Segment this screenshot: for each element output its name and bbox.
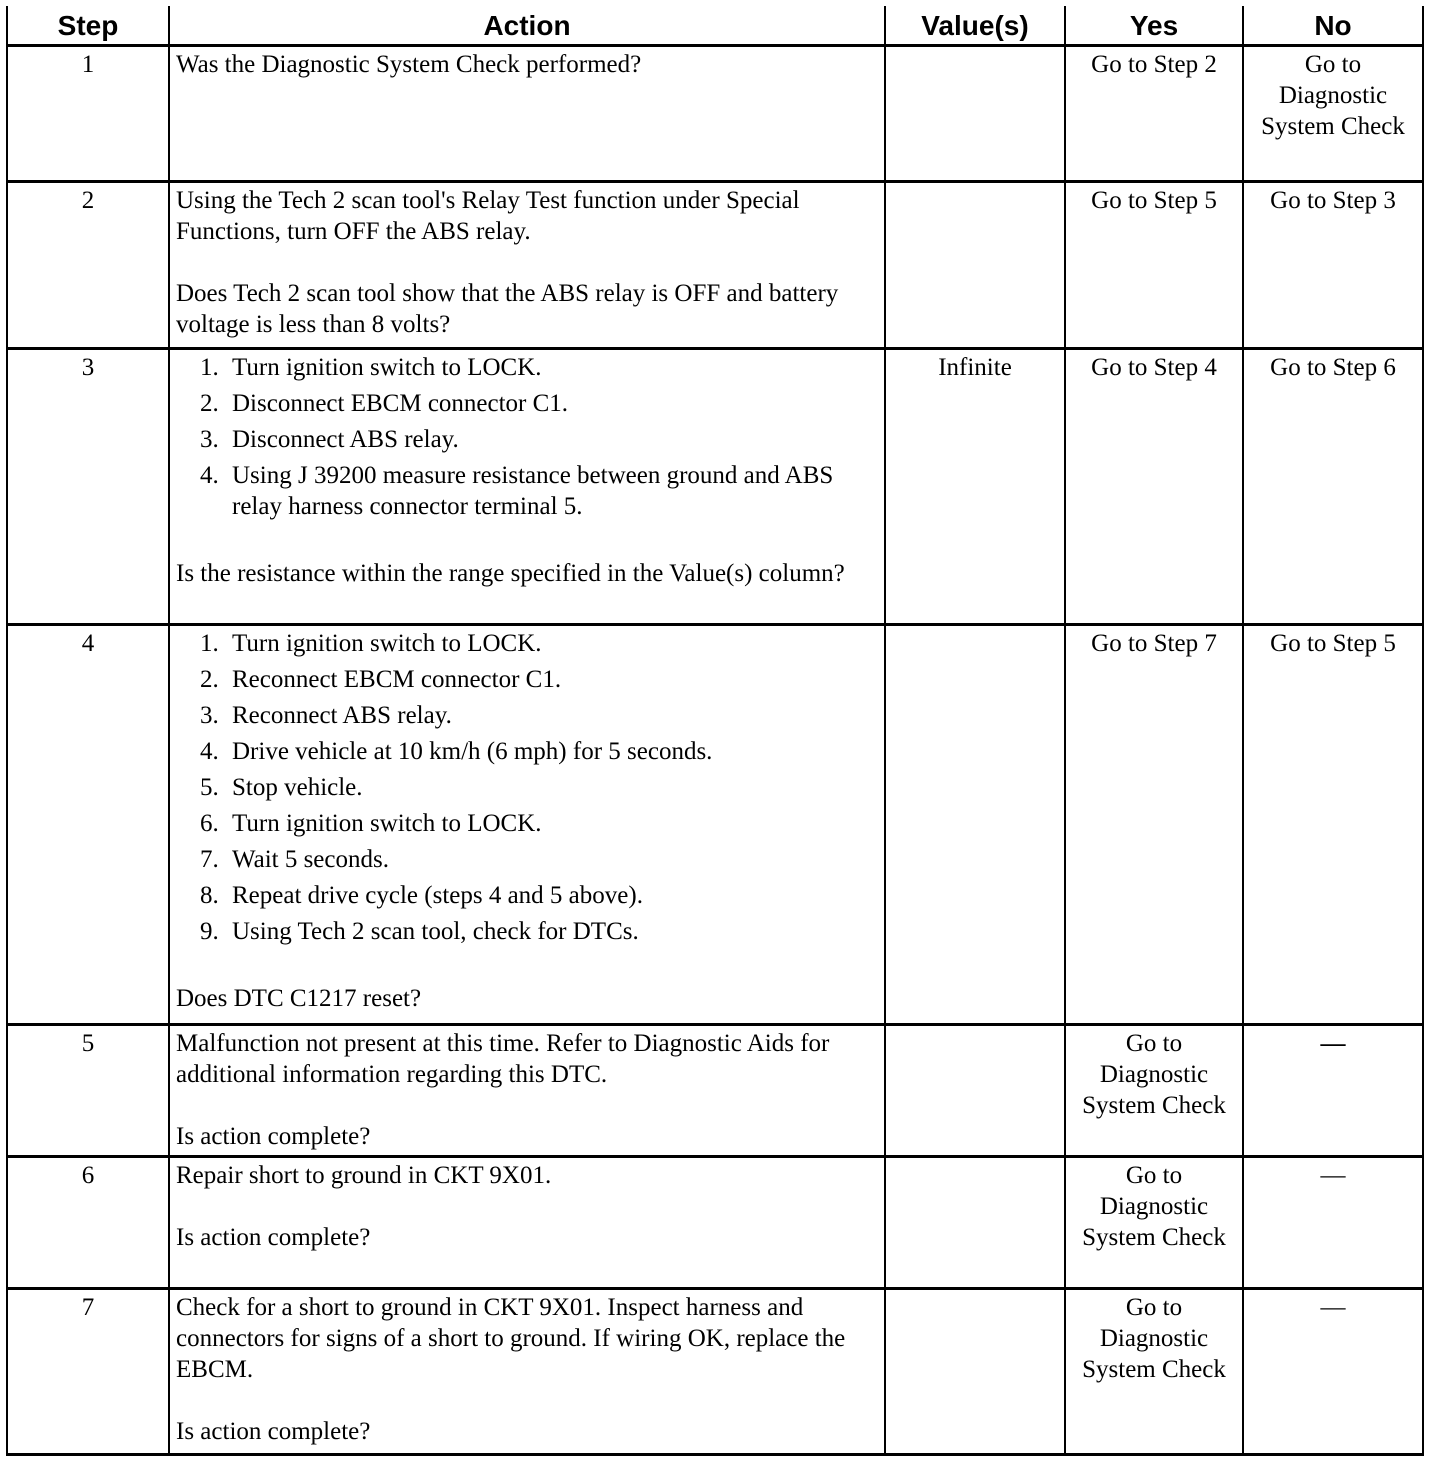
action-question: Does Tech 2 scan tool show that the ABS relay is OFF and battery voltage is less than 8 volts?: [176, 280, 839, 338]
step-number: 4: [7, 625, 169, 1025]
list-item: 4. Using J 39200 measure resistance between ground and ABS relay harness connector terminal 5.: [200, 462, 834, 520]
no-cell: —: [1243, 1289, 1423, 1455]
no-cell: Go to Step 5: [1243, 625, 1423, 1025]
yes-cell: Go to Step 4: [1065, 349, 1243, 625]
no-cell: Go to Diagnostic System Check: [1243, 46, 1423, 182]
yes-cell: Go to Diagnostic System Check: [1065, 1025, 1243, 1157]
no-cell: —: [1243, 1157, 1423, 1289]
action-question: Is action complete?: [176, 1418, 371, 1445]
list-item: 6. Turn ignition switch to LOCK.: [200, 810, 542, 837]
table-row: [7, 1289, 1423, 1455]
action-cell: [169, 1025, 885, 1157]
no-cell: Go to Step 3: [1243, 182, 1423, 349]
yes-cell: Go to Step 2: [1065, 46, 1243, 182]
action-cell: [169, 46, 885, 182]
header-no: No: [1243, 6, 1423, 46]
action-question: Is the resistance within the range specified in the Value(s) column?: [176, 560, 845, 587]
step-number: 6: [7, 1157, 169, 1289]
value-cell: Infinite: [885, 349, 1065, 625]
table-row: [7, 625, 1423, 1025]
action-text: Check for a short to ground in CKT 9X01. Inspect harness and connectors for signs of a short to ground. If wiring OK, replace the EBCM.: [176, 1294, 846, 1383]
list-item: 1. Turn ignition switch to LOCK.: [200, 354, 542, 381]
yes-cell: Go to Step 5: [1065, 182, 1243, 349]
header-yes: Yes: [1065, 6, 1243, 46]
action-text: Repair short to ground in CKT 9X01.: [176, 1162, 552, 1189]
diagnostic-table: [6, 6, 1424, 1456]
header-values: Value(s): [885, 6, 1065, 46]
action-question: Does DTC C1217 reset?: [176, 985, 422, 1012]
list-item: 5. Stop vehicle.: [200, 774, 363, 801]
list-item: 4. Drive vehicle at 10 km/h (6 mph) for 5 seconds.: [200, 738, 713, 765]
action-cell: [169, 349, 885, 625]
step-number: 5: [7, 1025, 169, 1157]
value-cell: [885, 1025, 1065, 1157]
list-item: 2. Disconnect EBCM connector C1.: [200, 390, 569, 417]
value-cell: [885, 182, 1065, 349]
list-item: 2. Reconnect EBCM connector C1.: [200, 666, 562, 693]
yes-cell: Go to Diagnostic System Check: [1065, 1289, 1243, 1455]
value-cell: [885, 1289, 1065, 1455]
action-list: [176, 628, 878, 947]
table-row: [7, 182, 1423, 349]
list-item: 3. Disconnect ABS relay.: [200, 426, 459, 453]
action-question: Is action complete?: [176, 1224, 371, 1251]
action-cell: [169, 182, 885, 349]
list-item: 3. Reconnect ABS relay.: [200, 702, 452, 729]
no-cell: Go to Step 6: [1243, 349, 1423, 625]
action-cell: [169, 1157, 885, 1289]
value-cell: [885, 1157, 1065, 1289]
table-row: [7, 1157, 1423, 1289]
table-row: [7, 46, 1423, 182]
step-number: 3: [7, 349, 169, 625]
action-cell: [169, 1289, 885, 1455]
no-cell: —: [1243, 1025, 1423, 1157]
yes-cell: Go to Step 7: [1065, 625, 1243, 1025]
table-row: [7, 1025, 1423, 1157]
step-number: 7: [7, 1289, 169, 1455]
action-text: Malfunction not present at this time. Refer to Diagnostic Aids for additional information regarding this DTC.: [176, 1030, 830, 1088]
step-number: 1: [7, 46, 169, 182]
action-list: [176, 352, 878, 522]
header-step: Step: [7, 6, 169, 46]
step-number: 2: [7, 182, 169, 349]
list-item: 8. Repeat drive cycle (steps 4 and 5 above).: [200, 882, 643, 909]
action-question: Is action complete?: [176, 1123, 371, 1150]
action-text: Was the Diagnostic System Check performed?: [176, 51, 642, 78]
header-row: [7, 6, 1423, 46]
value-cell: [885, 46, 1065, 182]
value-cell: [885, 625, 1065, 1025]
list-item: 1. Turn ignition switch to LOCK.: [200, 630, 542, 657]
table-row: [7, 349, 1423, 625]
list-item: 9. Using Tech 2 scan tool, check for DTCs.: [200, 918, 639, 945]
action-text: Using the Tech 2 scan tool's Relay Test function under Special Functions, turn OFF the ABS relay.: [176, 187, 800, 245]
yes-cell: Go to Diagnostic System Check: [1065, 1157, 1243, 1289]
header-action: Action: [169, 6, 885, 46]
list-item: 7. Wait 5 seconds.: [200, 846, 389, 873]
action-cell: [169, 625, 885, 1025]
